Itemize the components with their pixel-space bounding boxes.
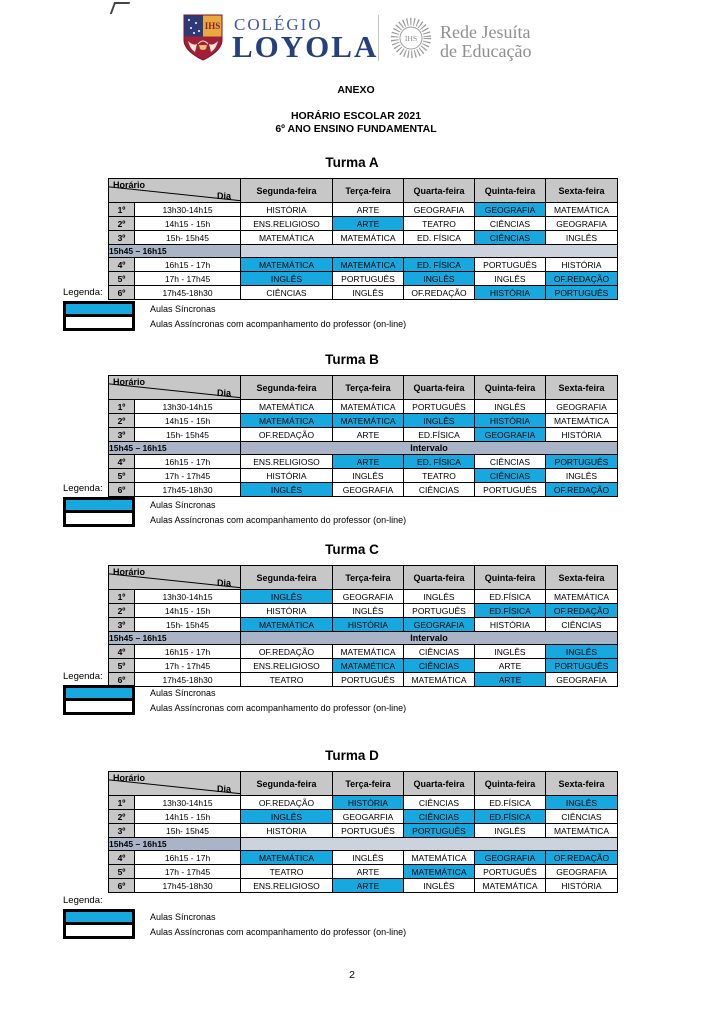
school-logo xyxy=(0,0,724,72)
period-cell: 2º xyxy=(109,810,135,824)
subject-cell: PORTUGUÊS xyxy=(475,258,546,272)
period-cell: 6º xyxy=(109,879,135,893)
day-header-cell: Segunda-feira xyxy=(241,179,333,203)
period-cell: 1º xyxy=(109,796,135,810)
subject-cell: MATEMÁTICA xyxy=(404,851,475,865)
schedule-row xyxy=(109,590,618,604)
subject-cell-sync: CIÊNCIAS xyxy=(475,231,546,245)
schedule-table-turma-a xyxy=(108,178,618,300)
subject-cell-sync: PORTUGUÊS xyxy=(404,824,475,838)
dia-label: Dia xyxy=(216,191,231,201)
subject-cell-sync: INGLÊS xyxy=(241,590,333,604)
day-header-cell: Quarta-feira xyxy=(404,179,475,203)
schedule-row xyxy=(109,400,618,414)
schedule-row xyxy=(109,865,618,879)
subject-cell-sync: MATEMÁTICA xyxy=(404,865,475,879)
legend-block xyxy=(63,483,623,527)
subject-cell-sync: INGLÊS xyxy=(404,414,475,428)
schedule-table-turma-d xyxy=(108,771,618,893)
subject-cell: TEATRO xyxy=(404,217,475,231)
subject-cell: MATEMÁTICA xyxy=(546,414,618,428)
subject-cell: GEOGRAFIA xyxy=(546,865,618,879)
horario-label: Horário xyxy=(113,377,146,387)
subject-cell: CIÊNCIAS xyxy=(404,796,475,810)
day-header-cell: Terça-feira xyxy=(333,376,404,400)
interval-row xyxy=(109,838,618,851)
schedule-row xyxy=(109,810,618,824)
table-header-row xyxy=(109,376,618,400)
network-name-line2: de Educação xyxy=(440,41,532,61)
subject-cell: HISTÓRIA xyxy=(241,824,333,838)
subject-cell: MATEMÁTICA xyxy=(241,231,333,245)
section-turma-c xyxy=(0,542,724,687)
schedule-row xyxy=(109,428,618,442)
subject-cell-sync: MATEMÁTICA xyxy=(241,618,333,632)
time-cell: 16h15 - 17h xyxy=(135,258,241,272)
subject-cell: CIÊNCIAS xyxy=(546,810,618,824)
period-cell: 2º xyxy=(109,604,135,618)
subject-cell-sync: ARTE xyxy=(333,217,404,231)
schedule-row xyxy=(109,851,618,865)
day-header-cell: Terça-feira xyxy=(333,179,404,203)
schedule-row xyxy=(109,414,618,428)
time-cell: 15h- 15h45 xyxy=(135,618,241,632)
subject-cell: INGLÊS xyxy=(475,645,546,659)
subject-cell-sync: ARTE xyxy=(475,673,546,687)
time-cell: 17h45-18h30 xyxy=(135,483,241,497)
horario-dia-header-cell xyxy=(109,772,241,796)
horario-dia-header-cell xyxy=(109,179,241,203)
subject-cell-sync: CIÊNCIAS xyxy=(404,810,475,824)
schedule-row xyxy=(109,824,618,838)
legend-title: Legenda: xyxy=(63,483,103,494)
legend-async-swatch xyxy=(66,925,132,936)
subject-cell-sync: MATEMÁTICA xyxy=(333,414,404,428)
subject-cell-sync: HISTÓRIA xyxy=(333,796,404,810)
day-header-cell: Segunda-feira xyxy=(241,376,333,400)
logo-divider xyxy=(378,15,379,61)
page-number: 2 xyxy=(349,969,355,981)
period-cell: 3º xyxy=(109,824,135,838)
time-cell: 15h- 15h45 xyxy=(135,428,241,442)
period-cell: 6º xyxy=(109,673,135,687)
subject-cell-sync: INGLÊS xyxy=(546,645,618,659)
subject-cell: GEOGRAFIA xyxy=(546,673,618,687)
legend-block xyxy=(63,287,623,331)
period-cell: 5º xyxy=(109,865,135,879)
schedule-row xyxy=(109,645,618,659)
legend-swatch-box xyxy=(63,497,135,527)
subject-cell: INGLÊS xyxy=(546,469,618,483)
subject-cell: HISTÓRIA xyxy=(241,469,333,483)
subject-cell: ENS.RELIGIOSO xyxy=(241,217,333,231)
legend-swatch-box xyxy=(63,685,135,715)
subject-cell: INGLÊS xyxy=(475,824,546,838)
time-cell: 17h45-18h30 xyxy=(135,286,241,300)
interval-band-cell: Intervalo xyxy=(241,632,618,645)
schedule-row xyxy=(109,203,618,217)
subject-cell: PORTUGUÊS xyxy=(404,400,475,414)
time-cell: 13h30-14h15 xyxy=(135,796,241,810)
legend-block xyxy=(63,671,623,715)
schedule-row xyxy=(109,231,618,245)
interval-time-cell: 15h45 – 16h15 xyxy=(109,838,241,851)
subject-cell: PORTUGUÊS xyxy=(475,865,546,879)
legend-sync-label: Aulas Síncronas xyxy=(150,688,216,698)
horario-label: Horário xyxy=(113,773,146,783)
subject-cell-sync: HISTÓRIA xyxy=(333,618,404,632)
subject-cell: GEOGRAFIA xyxy=(333,590,404,604)
subject-cell-sync: INGLÊS xyxy=(404,272,475,286)
school-name-loyola: LOYOLA xyxy=(232,29,379,64)
time-cell: 14h15 - 15h xyxy=(135,810,241,824)
time-cell: 13h30-14h15 xyxy=(135,590,241,604)
subject-cell: ED.FÍSICA xyxy=(475,590,546,604)
subject-cell-sync: ED. FÍSICA xyxy=(404,258,475,272)
subject-cell-sync: OF.REDAÇÃO xyxy=(546,604,618,618)
legend-sync-swatch xyxy=(66,912,132,925)
legend-async-swatch xyxy=(66,317,132,328)
legend-sync-swatch xyxy=(66,304,132,317)
legend-block xyxy=(63,895,623,939)
subject-cell-sync: CIÊNCIAS xyxy=(475,469,546,483)
subject-cell: OF.REDAÇÃO xyxy=(404,286,475,300)
document-title: HORÁRIO ESCOLAR 2021 xyxy=(290,110,422,122)
subject-cell: INGLÊS xyxy=(404,879,475,893)
day-header-cell: Quinta-feira xyxy=(475,772,546,796)
interval-row xyxy=(109,245,618,258)
day-header-cell: Quarta-feira xyxy=(404,772,475,796)
subject-cell: CIÊNCIAS xyxy=(404,483,475,497)
legend-title: Legenda: xyxy=(63,671,103,682)
interval-time-cell: 15h45 – 16h15 xyxy=(109,245,241,258)
subject-cell-sync: INGLÊS xyxy=(241,483,333,497)
day-header-cell: Sexta-feira xyxy=(546,376,618,400)
crest-monogram: IHS xyxy=(204,21,221,31)
subject-cell: INGLÊS xyxy=(333,286,404,300)
subject-cell-sync: PORTUGUÊS xyxy=(546,455,618,469)
day-header-cell: Sexta-feira xyxy=(546,772,618,796)
day-header-cell: Quinta-feira xyxy=(475,566,546,590)
legend-sync-swatch xyxy=(66,688,132,701)
legend-async-label: Aulas Assíncronas com acompanhamento do professor (on-line) xyxy=(150,319,407,329)
table-header-row xyxy=(109,179,618,203)
time-cell: 17h - 17h45 xyxy=(135,865,241,879)
document-subtitle: 6º ANO ENSINO FUNDAMENTAL xyxy=(275,123,437,135)
subject-cell: ED.FÍSICA xyxy=(404,428,475,442)
subject-cell-sync: OF.REDAÇÃO xyxy=(546,851,618,865)
legend-swatch-box xyxy=(63,301,135,331)
turma-title: Turma B xyxy=(325,352,379,367)
subject-cell: MATEMÁTICA xyxy=(333,231,404,245)
period-cell: 6º xyxy=(109,483,135,497)
day-header-cell: Quarta-feira xyxy=(404,376,475,400)
subject-cell: MATEMÁTICA xyxy=(241,400,333,414)
legend-sync-label: Aulas Síncronas xyxy=(150,304,216,314)
period-cell: 4º xyxy=(109,455,135,469)
subject-cell-sync: CIÊNCIAS xyxy=(404,659,475,673)
day-header-cell: Terça-feira xyxy=(333,772,404,796)
period-cell: 1º xyxy=(109,590,135,604)
network-name-line1: Rede Jesuíta xyxy=(440,22,531,42)
subject-cell: PORTUGUÊS xyxy=(333,824,404,838)
time-cell: 17h - 17h45 xyxy=(135,659,241,673)
sun-monogram: IHS xyxy=(404,33,418,43)
day-header-cell: Segunda-feira xyxy=(241,566,333,590)
turma-title: Turma C xyxy=(325,542,379,557)
subject-cell: GEOGRAFIA xyxy=(546,217,618,231)
period-cell: 3º xyxy=(109,231,135,245)
schedule-row xyxy=(109,455,618,469)
subject-cell: ARTE xyxy=(333,428,404,442)
schedule-row xyxy=(109,879,618,893)
jesuit-sunburst-icon xyxy=(388,15,434,61)
subject-cell-sync: OF.REDAÇÃO xyxy=(546,272,618,286)
subject-cell: ARTE xyxy=(475,659,546,673)
time-cell: 16h15 - 17h xyxy=(135,645,241,659)
subject-cell: PORTUGUÊS xyxy=(404,604,475,618)
period-cell: 5º xyxy=(109,659,135,673)
period-cell: 6º xyxy=(109,286,135,300)
subject-cell: INGLÊS xyxy=(333,469,404,483)
period-cell: 1º xyxy=(109,400,135,414)
subject-cell: CIÊNCIAS xyxy=(546,618,618,632)
table-header-row xyxy=(109,566,618,590)
subject-cell: TEATRO xyxy=(241,865,333,879)
time-cell: 14h15 - 15h xyxy=(135,414,241,428)
schedule-row xyxy=(109,217,618,231)
subject-cell: HISTÓRIA xyxy=(475,618,546,632)
subject-cell-sync: ED.FÍSICA xyxy=(475,810,546,824)
day-header-cell: Quinta-feira xyxy=(475,179,546,203)
time-cell: 17h45-18h30 xyxy=(135,673,241,687)
subject-cell-sync: MATEMÁTICA xyxy=(333,258,404,272)
time-cell: 16h15 - 17h xyxy=(135,455,241,469)
subject-cell: CIÊNCIAS xyxy=(475,217,546,231)
subject-cell: MATEMÁTICA xyxy=(333,645,404,659)
subject-cell: ENS.RELIGIOSO xyxy=(241,879,333,893)
subject-cell-sync: ARTE xyxy=(333,879,404,893)
subject-cell: MATEMÁTICA xyxy=(546,203,618,217)
time-cell: 13h30-14h15 xyxy=(135,203,241,217)
day-header-cell: Segunda-feira xyxy=(241,772,333,796)
schedule-table-turma-c xyxy=(108,565,618,687)
interval-band-cell xyxy=(241,245,618,258)
schedule-row xyxy=(109,272,618,286)
schedule-table-turma-b xyxy=(108,375,618,497)
subject-cell: CIÊNCIAS xyxy=(241,286,333,300)
subject-cell: GEOGRAFIA xyxy=(546,400,618,414)
subject-cell: INGLÊS xyxy=(404,590,475,604)
subject-cell: PORTUGUÊS xyxy=(333,272,404,286)
subject-cell: HISTÓRIA xyxy=(546,879,618,893)
schedule-row xyxy=(109,796,618,810)
subject-cell-sync: MATAMÉTICA xyxy=(333,659,404,673)
subject-cell: INGLÊS xyxy=(333,851,404,865)
horario-dia-header-cell xyxy=(109,376,241,400)
schedule-row xyxy=(109,604,618,618)
time-cell: 13h30-14h15 xyxy=(135,400,241,414)
loyola-crest-icon xyxy=(183,13,223,63)
period-cell: 3º xyxy=(109,428,135,442)
subject-cell: ENS.RELIGIOSO xyxy=(241,659,333,673)
subject-cell: MATEMÁTICA xyxy=(546,590,618,604)
subject-cell: ARTE xyxy=(333,865,404,879)
subject-cell: MATEMÁTICA xyxy=(333,400,404,414)
subject-cell-sync: INGLÊS xyxy=(241,272,333,286)
legend-sync-swatch xyxy=(66,500,132,513)
time-cell: 14h15 - 15h xyxy=(135,604,241,618)
day-header-cell: Terça-feira xyxy=(333,566,404,590)
period-cell: 2º xyxy=(109,414,135,428)
horario-label: Horário xyxy=(113,567,146,577)
subject-cell: PORTUGUÊS xyxy=(333,673,404,687)
subject-cell: CIÊNCIAS xyxy=(475,455,546,469)
period-cell: 3º xyxy=(109,618,135,632)
schedule-row xyxy=(109,258,618,272)
subject-cell: HISTÓRIA xyxy=(546,428,618,442)
subject-cell: ED. FÍSICA xyxy=(404,231,475,245)
day-header-cell: Quarta-feira xyxy=(404,566,475,590)
turma-title: Turma D xyxy=(325,748,379,763)
subject-cell: GEOGRAFIA xyxy=(333,483,404,497)
day-header-cell: Quinta-feira xyxy=(475,376,546,400)
interval-time-cell: 15h45 – 16h15 xyxy=(109,632,241,645)
subject-cell-sync: MATEMÁTICA xyxy=(241,414,333,428)
subject-cell-sync: OF.REDAÇÃO xyxy=(546,483,618,497)
subject-cell: GEOGARFIA xyxy=(333,810,404,824)
section-turma-b xyxy=(0,352,724,497)
period-cell: 5º xyxy=(109,469,135,483)
subject-cell: HISTÓRIA xyxy=(241,604,333,618)
period-cell: 4º xyxy=(109,645,135,659)
interval-band-cell: Intervalo xyxy=(241,442,618,455)
subject-cell: INGLÊS xyxy=(475,272,546,286)
legend-sync-label: Aulas Síncronas xyxy=(150,500,216,510)
legend-title: Legenda: xyxy=(63,287,103,298)
subject-cell-sync: INGLÊS xyxy=(241,810,333,824)
subject-cell: GEOGRAFIA xyxy=(404,203,475,217)
time-cell: 16h15 - 17h xyxy=(135,851,241,865)
annex-heading: ANEXO xyxy=(337,84,375,96)
period-cell: 4º xyxy=(109,258,135,272)
subject-cell: ED.FÍSICA xyxy=(475,796,546,810)
period-cell: 2º xyxy=(109,217,135,231)
subject-cell-sync: GEOGRAFIA xyxy=(404,618,475,632)
legend-sync-label: Aulas Síncronas xyxy=(150,912,216,922)
interval-row xyxy=(109,442,618,455)
time-cell: 14h15 - 15h xyxy=(135,217,241,231)
interval-band-cell xyxy=(241,838,618,851)
subject-cell: OF.REDAÇÃO xyxy=(241,645,333,659)
subject-cell-sync: GEOGRAFIA xyxy=(475,851,546,865)
time-cell: 15h- 15h45 xyxy=(135,824,241,838)
subject-cell-sync: PORTUGUÊS xyxy=(546,659,618,673)
period-cell: 4º xyxy=(109,851,135,865)
subject-cell: INGLÊS xyxy=(475,400,546,414)
school-name-colegio: COLÉGIO xyxy=(234,15,323,34)
time-cell: 17h - 17h45 xyxy=(135,469,241,483)
subject-cell-sync: MATEMÁTICA xyxy=(241,258,333,272)
subject-cell: HISTÓRIA xyxy=(546,258,618,272)
legend-async-swatch xyxy=(66,513,132,524)
dia-label: Dia xyxy=(216,784,231,794)
subject-cell: OF.REDAÇÃO xyxy=(241,796,333,810)
interval-row xyxy=(109,632,618,645)
schedule-row xyxy=(109,469,618,483)
subject-cell: MATEMÁTICA xyxy=(546,824,618,838)
subject-cell: ARTE xyxy=(333,203,404,217)
horario-dia-header-cell xyxy=(109,566,241,590)
period-cell: 1º xyxy=(109,203,135,217)
subject-cell-sync: MATEMÁTICA xyxy=(241,851,333,865)
time-cell: 17h45-18h30 xyxy=(135,879,241,893)
subject-cell-sync: HISTÓRIA xyxy=(475,414,546,428)
subject-cell: OF.REDAÇÃO xyxy=(241,428,333,442)
subject-cell-sync: ED. FÍSICA xyxy=(404,455,475,469)
subject-cell-sync: ARTE xyxy=(333,455,404,469)
subject-cell: TEATRO xyxy=(241,673,333,687)
subject-cell: INGLÊS xyxy=(333,604,404,618)
legend-async-label: Aulas Assíncronas com acompanhamento do professor (on-line) xyxy=(150,927,407,937)
section-turma-a xyxy=(0,155,724,300)
day-header-cell: Sexta-feira xyxy=(546,179,618,203)
subject-cell: TEATRO xyxy=(404,469,475,483)
dia-label: Dia xyxy=(216,578,231,588)
subject-cell: ENS.RELIGIOSO xyxy=(241,455,333,469)
table-header-row xyxy=(109,772,618,796)
subject-cell-sync: GEOGRAFIA xyxy=(475,203,546,217)
turma-title: Turma A xyxy=(325,155,379,170)
legend-title: Legenda: xyxy=(63,895,103,906)
day-header-cell: Sexta-feira xyxy=(546,566,618,590)
legend-swatch-box xyxy=(63,909,135,939)
dia-label: Dia xyxy=(216,388,231,398)
legend-async-swatch xyxy=(66,701,132,712)
period-cell: 5º xyxy=(109,272,135,286)
subject-cell-sync: PORTUGUÊS xyxy=(546,286,618,300)
subject-cell-sync: GEOGRAFIA xyxy=(475,428,546,442)
legend-async-label: Aulas Assíncronas com acompanhamento do professor (on-line) xyxy=(150,703,407,713)
subject-cell: PORTUGUÊS xyxy=(475,483,546,497)
section-turma-d xyxy=(0,748,724,893)
legend-async-label: Aulas Assíncronas com acompanhamento do professor (on-line) xyxy=(150,515,407,525)
subject-cell: CIÊNCIAS xyxy=(404,645,475,659)
subject-cell-sync: ED.FÍSICA xyxy=(475,604,546,618)
subject-cell: MATEMÁTICA xyxy=(404,673,475,687)
subject-cell: HISTÓRIA xyxy=(241,203,333,217)
time-cell: 15h- 15h45 xyxy=(135,231,241,245)
subject-cell: MATEMÁTICA xyxy=(475,879,546,893)
subject-cell-sync: INGLÊS xyxy=(546,796,618,810)
horario-label: Horário xyxy=(113,180,146,190)
subject-cell-sync: HISTÓRIA xyxy=(475,286,546,300)
time-cell: 17h - 17h45 xyxy=(135,272,241,286)
interval-time-cell: 15h45 – 16h15 xyxy=(109,442,241,455)
schedule-row xyxy=(109,618,618,632)
subject-cell: INGLÊS xyxy=(546,231,618,245)
